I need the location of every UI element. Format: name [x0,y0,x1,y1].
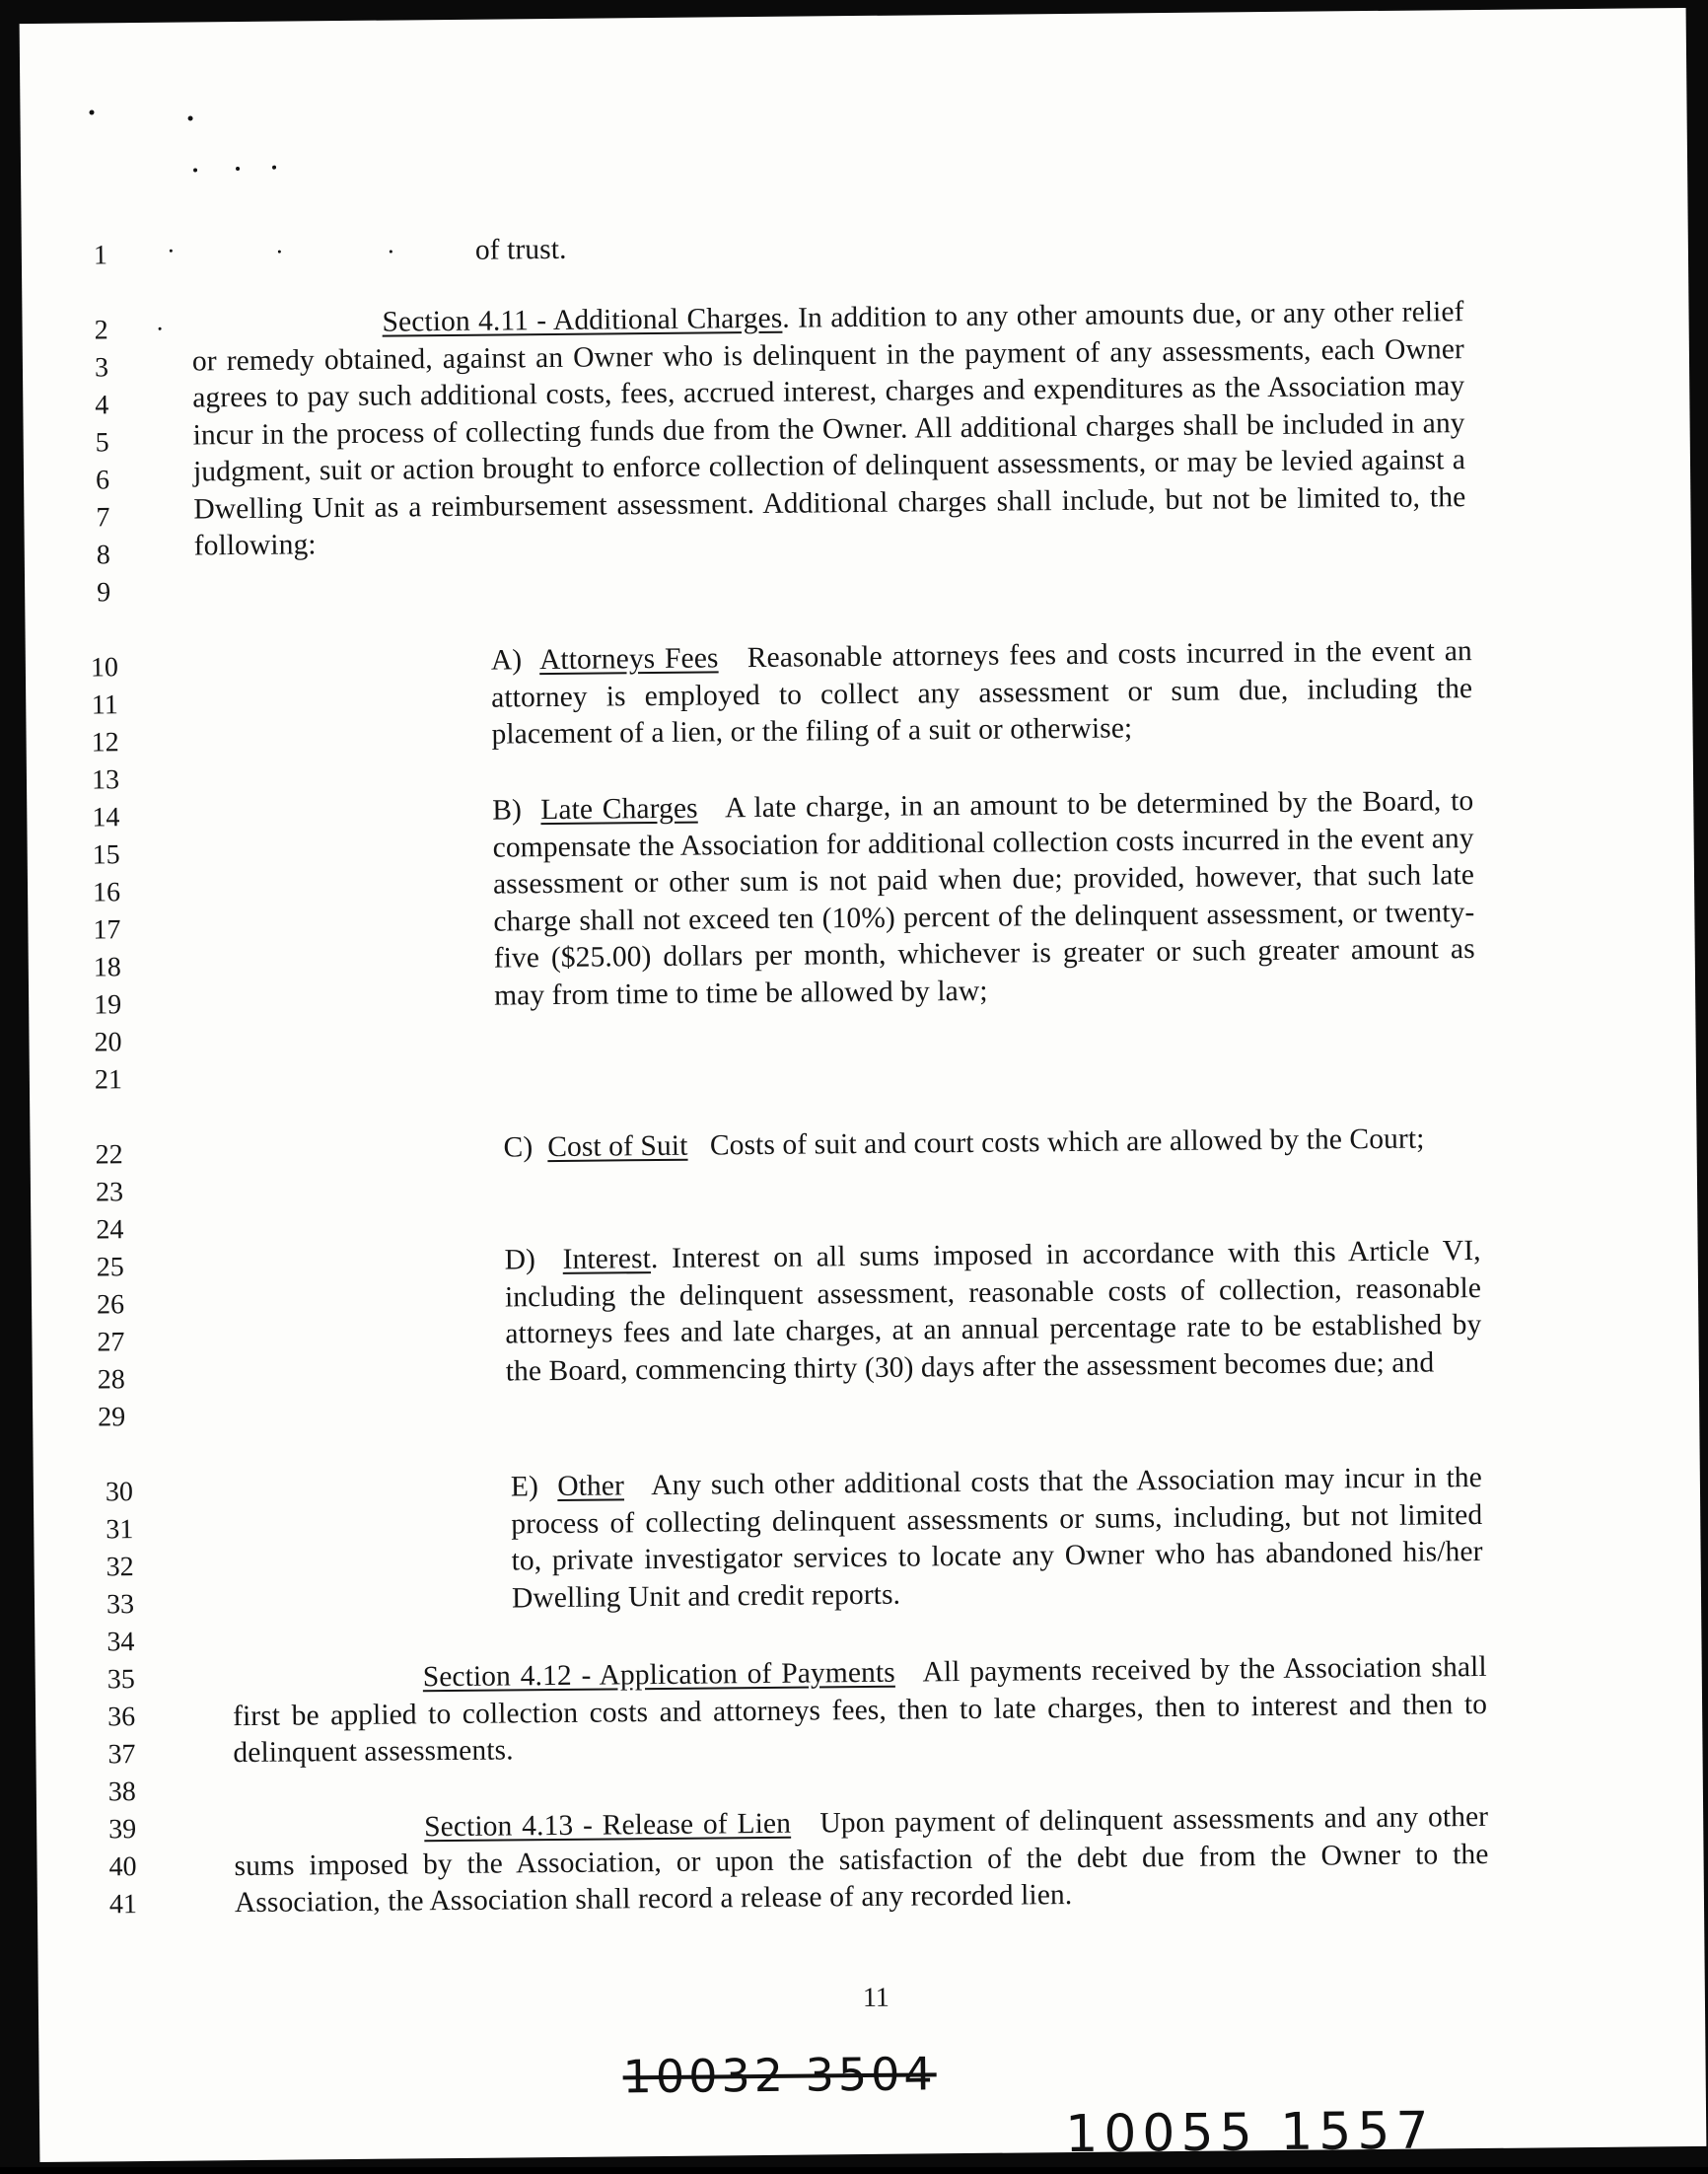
recording-number-stamp: 10055 1557 [1064,2101,1435,2165]
line-number: 12 [91,727,119,759]
item-e-title: Other [557,1470,625,1502]
line-number: 5 [95,427,109,459]
line-number: 34 [107,1627,135,1658]
item-a-letter: A) [490,644,523,677]
section-4-12-heading: Section 4.12 - Application of Payments [422,1656,895,1694]
item-e [511,1460,1483,1617]
item-a-title: Attorneys Fees [538,642,719,677]
section-4-11-body: . In addition to any other amounts due, or any other relief or remedy obtained, against an Owner who is delinquent in the payment of any assessments, each Owner agrees to pay such additional costs, fees, accrued interest, charges and expenditures as the Association may incur in the process of collecting funds due from the Owner. All additional charges shall be included in any judgment, suit or action brought to enforce collection of delinquent assessments, or may be levied against a Dwelling Unit as a reimbursement assessment. Additional charges shall include, but not be limited to, the following: [191,296,1466,562]
line-number: 22 [95,1139,123,1171]
item-b-body: A late charge, in an amount to be determined by the Board, to compensate the Association for additional collection costs incurred in the event any assessment or other sum is not paid when due; provided, however, that such late charge shall not exceed ten (10%) percent of the delinquent assessment, or twenty-five ($25.00) dollars per month, whichever is greater or such greater amount as may from time to time be allowed by law; [492,785,1475,1012]
scan-speck [390,251,392,254]
line-number: 30 [105,1477,134,1508]
line-number: 11 [91,689,118,721]
line-number: 35 [107,1664,135,1696]
line-number: 14 [92,802,120,833]
item-b-letter: B) [492,794,523,827]
page-number: 11 [862,1982,890,2014]
line-number: 19 [94,989,122,1021]
paragraph-indent [233,1686,423,1688]
of-trust-text: of trust. [474,233,567,266]
line-number: 29 [98,1402,126,1433]
scan-speck [272,166,276,170]
paragraph-indent [192,331,383,333]
section-4-13-heading: Section 4.13 - Release of Lien [424,1807,792,1844]
section-4-12-body: All payments received by the Association shall first be applied to collection costs and attorneys fees, then to late charges, then to interest and then to delinquent assessments. [232,1650,1488,1770]
section-4-11 [191,294,1465,565]
line-number: 40 [108,1851,137,1883]
line-number: 17 [93,914,121,946]
line-number: 6 [95,465,110,496]
line-number: 41 [108,1889,138,1920]
scan-speck [188,115,193,120]
item-d-title: Interest [562,1243,652,1275]
line-number: 13 [91,764,120,796]
item-e-body: Any such other additional costs that the Association may incur in the process of collecting delinquent assessments or sums, including, but not limited to, private investigator services to locate any Owner who has abandoned his/her Dwelling Unit and credit reports. [511,1461,1483,1614]
line-number: 18 [93,952,121,983]
line-number: 27 [97,1327,125,1358]
line-number: 7 [96,502,110,534]
line-number: 33 [106,1589,135,1621]
item-b [492,783,1475,1015]
line-number: 21 [94,1064,123,1096]
scan-speck [89,109,94,114]
line-number: 8 [96,540,110,571]
line-number: 38 [107,1776,136,1808]
line-number: 24 [96,1214,124,1246]
line-number: 15 [92,839,120,871]
line-number: 23 [95,1177,124,1208]
line-number: 3 [94,352,109,384]
line-number: 16 [92,877,121,908]
section-4-11-heading: Section 4.11 - Additional Charges [382,302,783,338]
line-number: 36 [107,1702,136,1733]
line-number: 20 [94,1027,122,1058]
line-number: 37 [107,1739,136,1771]
line-number: 39 [108,1814,137,1846]
scan-speck [278,251,281,254]
section-4-13-body: Upon payment of delinquent assessments and any other sums imposed by the Association, or upon the satisfaction of the debt due from the Owner to the Association, the Association shall record a release of any recorded lien. [234,1800,1489,1920]
scan-speck [170,250,173,253]
item-d-body: . Interest on all sums imposed in accordance with this Article VI, including the delinquent assessment, reasonable costs of collection, reasonable attorneys fees and late charges, at an annual percentage rate to be established by the Board, commencing thirty (30) days after the assessment becomes due; and [504,1234,1482,1387]
scan-speck [236,167,240,171]
item-a [491,633,1473,754]
section-4-12 [233,1649,1488,1773]
item-d [505,1233,1482,1390]
document-page [20,8,1707,2165]
item-b-title: Late Charges [540,792,698,827]
paragraph-indent [234,1836,424,1838]
line-number: 28 [97,1364,125,1396]
top-text [475,227,1067,269]
crossed-out-recording-number: 10032 3504 [622,2047,937,2104]
item-a-body: Reasonable attorneys fees and costs incurred in the event an attorney is employed to collect any assessment or sum due, including the placement of a lien, or the filing of a suit or otherwise; [491,635,1473,751]
scan-speck [193,168,197,172]
item-d-letter: D) [504,1244,536,1276]
line-number: 1 [93,240,108,271]
line-number: 26 [96,1289,125,1321]
line-number: 4 [95,390,109,421]
line-number: 25 [96,1252,124,1283]
line-number: 31 [106,1514,134,1546]
line-number: 32 [106,1552,134,1583]
line-number: 9 [97,577,111,609]
line-number: 10 [90,652,119,684]
item-c-title: Cost of Suit [547,1129,688,1164]
item-c-letter: C) [503,1131,534,1164]
item-e-letter: E) [510,1471,539,1503]
item-c-body: Costs of suit and court costs which are allowed by the Court; [709,1123,1425,1162]
line-number: 2 [94,315,108,346]
section-4-13 [234,1799,1489,1922]
item-c [503,1121,1479,1167]
scan-speck [159,327,162,330]
